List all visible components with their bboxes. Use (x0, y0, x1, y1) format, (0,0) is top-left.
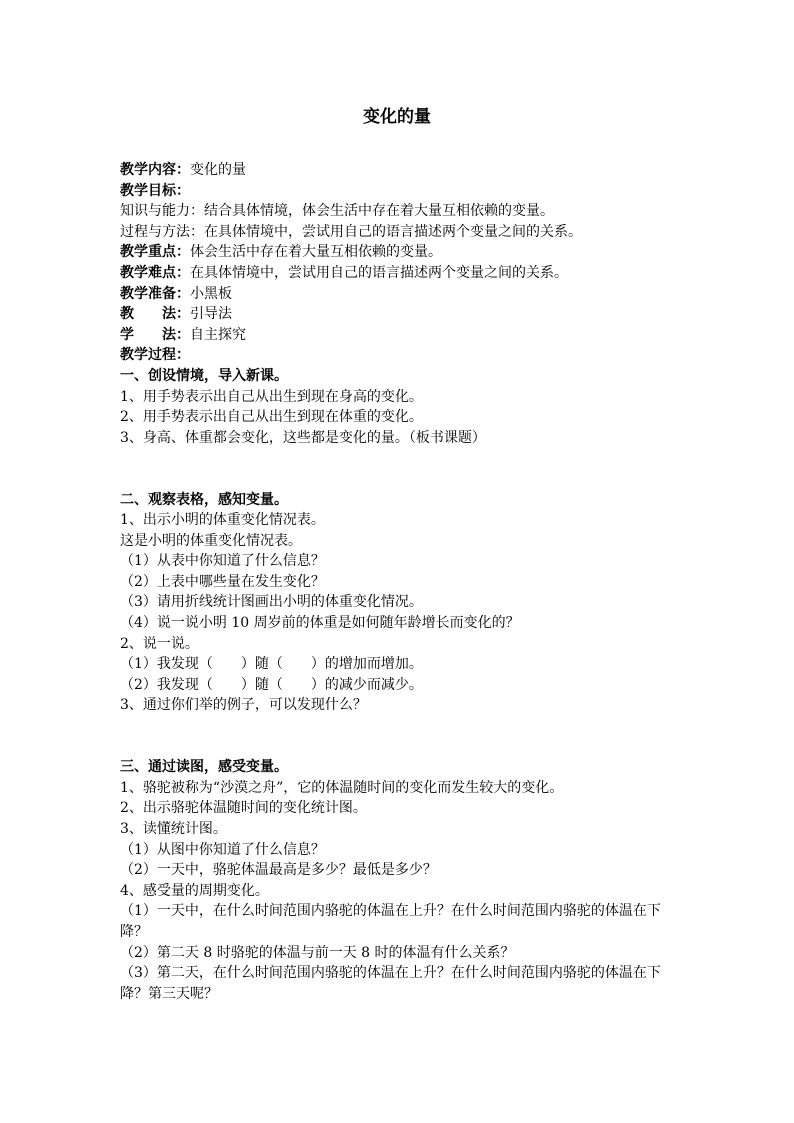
content-value: 变化的量 (190, 162, 246, 178)
section-spacer (120, 716, 680, 757)
section3-line: （2）第二天 8 时骆驼的体温与前一天 8 时的体温有什么关系？ (120, 944, 515, 961)
difficulty-label: 教学难点： (120, 264, 190, 281)
section2-line: （1）我发现（ ）随（ ）的增加而增加。 (120, 656, 423, 673)
key-point-value: 体会生活中存在着大量互相依赖的变量。 (190, 244, 442, 261)
difficulty-line (120, 263, 680, 284)
section3-line: （2）一天中，骆驼体温最高是多少？最低是多少？ (120, 862, 437, 879)
key-point-line (120, 242, 680, 263)
section3-line: （1）从图中你知道了什么信息？ (120, 841, 325, 858)
process-label: 教学过程： (120, 347, 190, 364)
prep-value: 小黑板 (190, 285, 232, 302)
section2-line: （1）从表中你知道了什么信息？ (120, 553, 325, 570)
learn-method-line (120, 325, 680, 346)
section3-line: （1）一天中，在什么时间范围内骆驼的体温在上升？在什么时间范围内骆驼的体温在下降？ (120, 903, 661, 940)
section2-line: 3、通过你们举的例子，可以发现什么？ (120, 697, 367, 714)
section1-line: 3、身高、体重都会变化，这些都是变化的量。（板书课题） (120, 429, 486, 446)
learn-method-label: 学 法： (120, 326, 190, 343)
learn-method-value: 自主探究 (190, 326, 246, 343)
section3-heading: 三、通过读图，感受变量。 (120, 759, 288, 776)
section2-line: 1、出示小明的体重变化情况表。 (120, 512, 325, 529)
section2-line: （2）我发现（ ）随（ ）的减少而减少。 (120, 676, 423, 693)
section3-line: 3、读懂统计图。 (120, 821, 227, 837)
page-title: 变化的量 (363, 107, 431, 127)
goals-label: 教学目标： (120, 182, 190, 199)
section2-line: （3）请用折线统计图画出小明的体重变化情况。 (120, 594, 423, 611)
section1-heading: 一、创设情境，导入新课。 (120, 367, 288, 384)
section1-line: 2、用手势表示出自己从出生到现在体重的变化。 (120, 409, 423, 426)
goal-knowledge: 知识与能力：结合具体情境，体会生活中存在着大量互相依赖的变量。 (120, 203, 554, 220)
section3-line: 1、骆驼被称为“沙漠之舟”，它的体温随时间的变化而发生较大的变化。 (120, 779, 564, 796)
section-spacer (120, 448, 680, 489)
section3-line: 4、感受量的周期变化。 (120, 882, 269, 899)
section2-line: （2）上表中哪些量在发生变化？ (120, 573, 325, 590)
section2-heading: 二、观察表格，感知变量。 (120, 491, 288, 508)
key-point-label: 教学重点： (120, 244, 190, 261)
prep-label: 教学准备： (120, 285, 190, 302)
teach-method-label: 教 法： (120, 306, 190, 323)
section3-line: 2、出示骆驼体温随时间的变化统计图。 (120, 800, 367, 817)
teach-method-line (120, 304, 680, 325)
document-body (120, 160, 680, 1004)
difficulty-value: 在具体情境中，尝试用自己的语言描述两个变量之间的关系。 (190, 264, 568, 281)
content-label: 教学内容： (120, 162, 190, 178)
prep-line (120, 284, 680, 305)
section2-line: （4）说一说小明 10 周岁前的体重是如何随年龄增长而变化的？ (120, 615, 520, 632)
section1-line: 1、用手势表示出自己从出生到现在身高的变化。 (120, 388, 423, 405)
teach-method-value: 引导法 (190, 306, 232, 323)
section3-line: （3）第二天，在什么时间范围内骆驼的体温在上升？在什么时间范围内骆驼的体温在下降？第三天呢？ (120, 965, 661, 1002)
section2-line: 2、说一说。 (120, 635, 199, 652)
content-line (120, 160, 680, 181)
section2-line: 这是小明的体重变化情况表。 (120, 532, 302, 549)
goal-process: 过程与方法：在具体情境中，尝试用自己的语言描述两个变量之间的关系。 (120, 223, 582, 240)
